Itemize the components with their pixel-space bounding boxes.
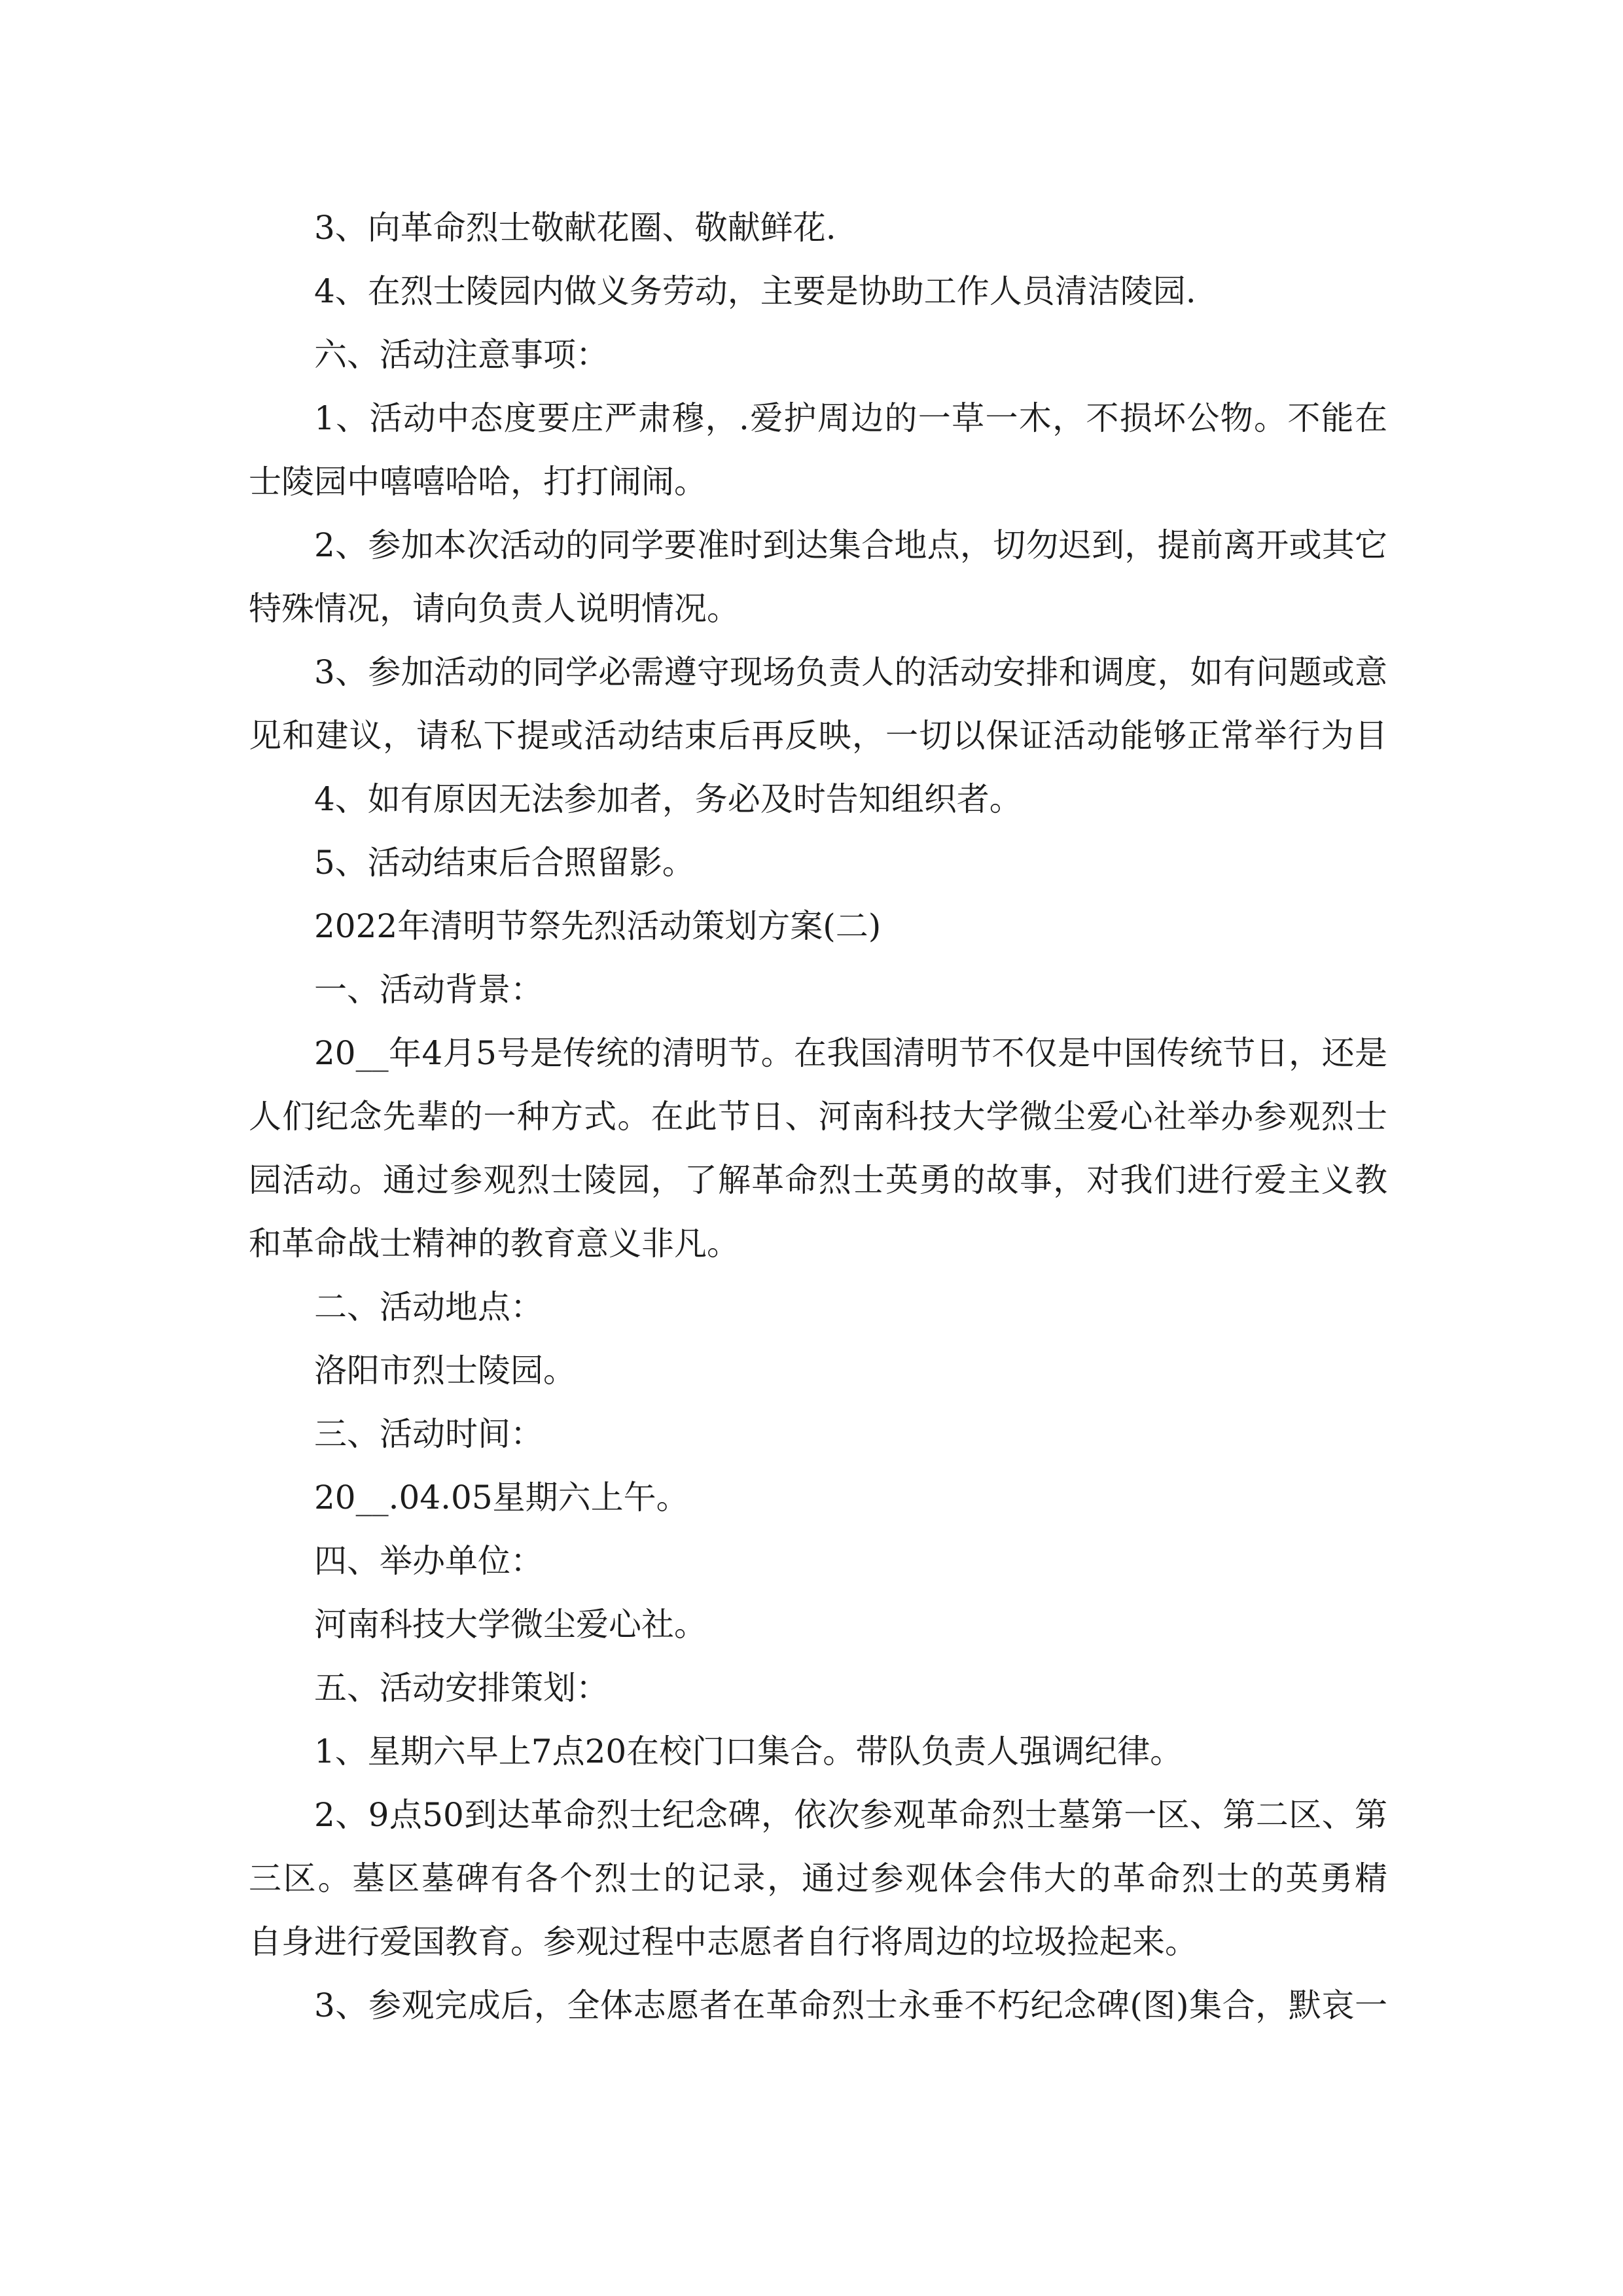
document-line: 自身进行爱国教育。参观过程中志愿者自行将周边的垃圾捡起来。 [249, 1923, 1198, 1961]
document-line: 三、活动时间： [314, 1415, 543, 1453]
document-line: 20__年4月5号是传统的清明节。在我国清明节不仅是中国传统节日，还是 [314, 1034, 1387, 1072]
document-line: 3、向革命烈士敬献花圈、敬献鲜花. [314, 209, 836, 247]
document-line: 三区。墓区墓碑有各个烈士的记录，通过参观体会伟大的革命烈士的英勇精 [249, 1859, 1387, 1897]
document-line: 五、活动安排策划： [314, 1669, 609, 1707]
document-line: 3、参加活动的同学必需遵守现场负责人的活动安排和调度，如有问题或意 [314, 653, 1387, 691]
document-line: 和革命战士精神的教育意义非凡。 [249, 1225, 740, 1263]
document-line: 5、活动结束后合照留影。 [314, 844, 695, 882]
document-line: 一、活动背景： [314, 971, 543, 1009]
document-line: 1、星期六早上7点20在校门口集合。带队负责人强调纪律。 [314, 1732, 1183, 1770]
document-line: 二、活动地点： [314, 1288, 543, 1326]
document-line: 河南科技大学微尘爱心社。 [314, 1605, 707, 1643]
document-line: 3、参观完成后，全体志愿者在革命烈士永垂不朽纪念碑(图)集合，默哀一 [314, 1986, 1387, 2024]
document-line: 士陵园中嘻嘻哈哈，打打闹闹。 [249, 463, 707, 501]
document-line: 特殊情况，请向负责人说明情况。 [249, 590, 740, 628]
document-line: 2、参加本次活动的同学要准时到达集合地点，切勿迟到，提前离开或其它 [314, 526, 1387, 564]
document-line: 1、活动中态度要庄严肃穆，.爱护周边的一草一木，不损坏公物。不能在 [314, 399, 1387, 437]
document-line: 洛阳市烈士陵园。 [314, 1352, 576, 1390]
document-line: 人们纪念先辈的一种方式。在此节日、河南科技大学微尘爱心社举办参观烈士 [249, 1098, 1387, 1136]
document-line: 4、如有原因无法参加者，务必及时告知组织者。 [314, 780, 1022, 818]
document-body [249, 196, 1387, 2037]
document-line: 六、活动注意事项： [314, 336, 609, 374]
document-line: 20__.04.05星期六上午。 [314, 1479, 689, 1516]
document-line: 4、在烈士陵园内做义务劳动，主要是协助工作人员清洁陵园. [314, 272, 1196, 310]
document-line: 园活动。通过参观烈士陵园，了解革命烈士英勇的故事，对我们进行爱主义教 [249, 1161, 1387, 1199]
document-line: 四、举办单位： [314, 1542, 543, 1580]
document-line: 2、9点50到达革命烈士纪念碑，依次参观革命烈士墓第一区、第二区、第 [314, 1796, 1387, 1834]
document-line: 2022年清明节祭先烈活动策划方案(二) [314, 907, 882, 945]
document-line: 见和建议，请私下提或活动结束后再反映，一切以保证活动能够正常举行为目 [249, 717, 1387, 755]
